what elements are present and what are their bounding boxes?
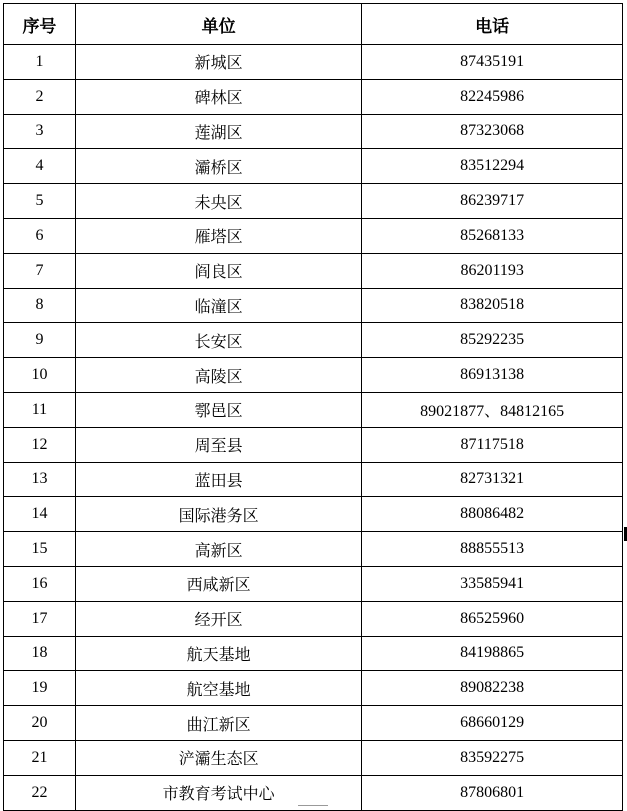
cell-unit: 曲江新区 [75,706,361,741]
cell-seq: 14 [4,497,76,532]
cell-unit: 临潼区 [75,288,361,323]
bottom-divider [298,805,328,806]
contact-table [3,3,623,811]
cell-phone: 87323068 [362,114,623,149]
cell-phone: 85268133 [362,218,623,253]
cell-seq: 12 [4,427,76,462]
cell-seq: 22 [4,775,76,810]
cell-unit: 市教育考试中心 [75,775,361,810]
cell-seq: 6 [4,218,76,253]
cell-seq: 2 [4,79,76,114]
cell-unit: 经开区 [75,601,361,636]
cell-unit: 高陵区 [75,358,361,393]
cell-seq: 1 [4,45,76,80]
cell-phone: 82245986 [362,79,623,114]
cell-phone: 87435191 [362,45,623,80]
cell-unit: 阎良区 [75,253,361,288]
cell-unit: 碑林区 [75,79,361,114]
table-row [4,114,623,149]
cell-unit: 西咸新区 [75,566,361,601]
cell-seq: 8 [4,288,76,323]
cell-unit: 浐灞生态区 [75,740,361,775]
header-seq: 序号 [4,4,76,45]
header-unit: 单位 [75,4,361,45]
cell-phone: 87806801 [362,775,623,810]
cell-phone: 88855513 [362,532,623,567]
cell-unit: 蓝田县 [75,462,361,497]
table-row [4,706,623,741]
table-body [4,45,623,811]
cell-phone: 86913138 [362,358,623,393]
cell-unit: 鄠邑区 [75,392,361,427]
table-header [4,4,623,45]
table-row [4,566,623,601]
table-row [4,45,623,80]
cell-phone: 84198865 [362,636,623,671]
cell-phone: 83512294 [362,149,623,184]
cell-unit: 航空基地 [75,671,361,706]
cell-phone: 89082238 [362,671,623,706]
cell-seq: 4 [4,149,76,184]
table-row [4,149,623,184]
cell-seq: 9 [4,323,76,358]
table-row [4,358,623,393]
cell-seq: 19 [4,671,76,706]
table-row [4,184,623,219]
cell-seq: 17 [4,601,76,636]
cell-unit: 莲湖区 [75,114,361,149]
cell-phone: 83592275 [362,740,623,775]
cell-phone: 82731321 [362,462,623,497]
table-row [4,671,623,706]
table-row [4,636,623,671]
cell-phone: 68660129 [362,706,623,741]
cell-phone: 88086482 [362,497,623,532]
header-row [4,4,623,45]
cell-seq: 18 [4,636,76,671]
table-row [4,462,623,497]
cell-unit: 航天基地 [75,636,361,671]
cell-phone: 89021877、84812165 [362,392,623,427]
table-row [4,532,623,567]
cell-seq: 15 [4,532,76,567]
cell-phone: 83820518 [362,288,623,323]
header-phone: 电话 [362,4,623,45]
table-row [4,79,623,114]
table-row [4,253,623,288]
cell-unit: 长安区 [75,323,361,358]
cell-unit: 雁塔区 [75,218,361,253]
table-row [4,218,623,253]
cell-phone: 86201193 [362,253,623,288]
table-row [4,323,623,358]
table-row [4,427,623,462]
cell-seq: 21 [4,740,76,775]
table-row [4,497,623,532]
cell-phone: 86525960 [362,601,623,636]
cell-unit: 未央区 [75,184,361,219]
cell-unit: 灞桥区 [75,149,361,184]
cell-seq: 10 [4,358,76,393]
table-row [4,601,623,636]
cell-seq: 13 [4,462,76,497]
table-row [4,288,623,323]
cell-phone: 86239717 [362,184,623,219]
table-row [4,740,623,775]
cell-phone: 87117518 [362,427,623,462]
cell-seq: 20 [4,706,76,741]
cell-seq: 3 [4,114,76,149]
cell-unit: 新城区 [75,45,361,80]
cell-seq: 16 [4,566,76,601]
cell-seq: 7 [4,253,76,288]
cell-unit: 高新区 [75,532,361,567]
cell-unit: 国际港务区 [75,497,361,532]
cell-phone: 33585941 [362,566,623,601]
cell-unit: 周至县 [75,427,361,462]
table-row [4,392,623,427]
cell-seq: 11 [4,392,76,427]
cell-phone: 85292235 [362,323,623,358]
cell-seq: 5 [4,184,76,219]
